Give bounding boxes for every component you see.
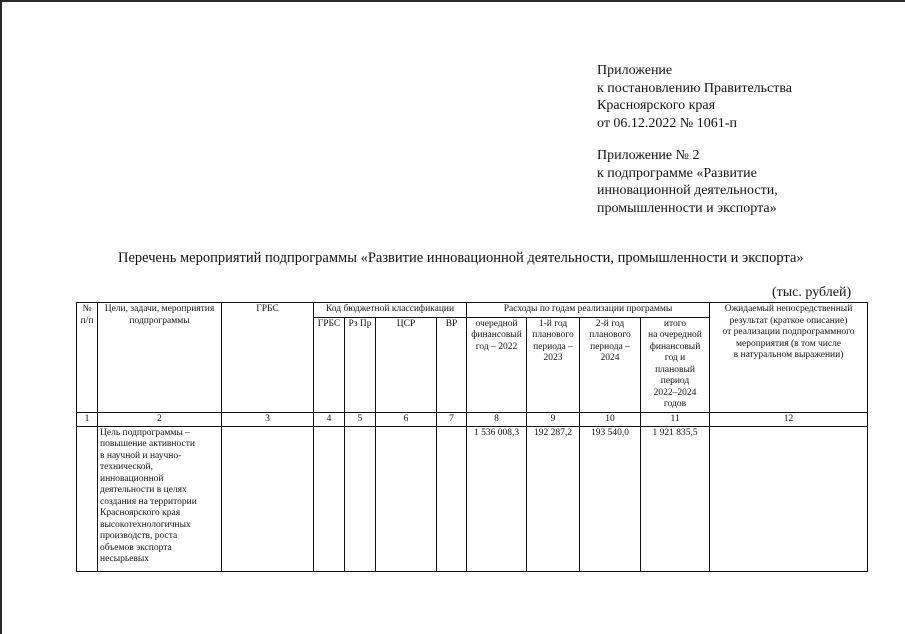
header-total [641, 317, 710, 412]
header-num-line: п/п [80, 315, 94, 326]
header-year-2022 [467, 317, 527, 412]
header-row-1 [77, 303, 868, 318]
row-rz-pr-cell [345, 426, 376, 571]
header-year-2022-line: очередной [475, 318, 518, 329]
header-year-2024 [580, 317, 641, 412]
header-year-2023-line: 2023 [543, 353, 563, 363]
header-total-line: годов [663, 399, 687, 409]
goal-line: несырьевых [100, 554, 150, 564]
column-number: 7 [437, 412, 467, 426]
header-year-2024-line: 2-й год [595, 318, 625, 329]
activities-table [76, 302, 868, 572]
appendix-1-line: от 06.12.2022 № 1061-п [597, 115, 737, 131]
appendix-2-line: промышленности и экспорта» [597, 200, 777, 216]
header-total-line: итого [663, 318, 687, 329]
row-grbs-code-cell [314, 426, 345, 571]
header-year-2024-line: периода – [590, 341, 630, 352]
goal-line: создания на территории [100, 496, 197, 507]
column-number: 4 [314, 412, 345, 426]
header-total-line: период [660, 376, 690, 386]
header-num [77, 303, 98, 413]
goal-line: производств, роста [100, 531, 178, 541]
column-number: 8 [467, 412, 527, 426]
column-number-row [77, 412, 868, 426]
header-expenses: Расходы по годам реализации программы [467, 303, 710, 318]
header-total-line: на очередной [648, 330, 702, 340]
row-total-value: 1 921 835,5 [641, 426, 710, 571]
header-result-line: мероприятия (в том числе [735, 338, 842, 349]
row-2023-value: 192 287,2 [527, 426, 580, 571]
page-edge-top [0, 0, 905, 2]
header-year-2024-line: планового [589, 330, 631, 340]
header-csr: ЦСР [376, 317, 437, 412]
appendix-1-line: Красноярского края [597, 98, 716, 113]
row-2024-value: 193 540,0 [580, 426, 641, 571]
column-number: 5 [345, 412, 376, 426]
column-number: 11 [641, 412, 710, 426]
header-year-2024-line: 2024 [600, 353, 620, 363]
header-total-line: плановый [655, 364, 695, 375]
row-num-cell [77, 426, 98, 571]
row-result-cell [710, 426, 868, 571]
header-year-2023-line: периода – [533, 341, 573, 352]
appendix-2-line: инновационной деятельности, [597, 183, 778, 198]
header-year-2022-line: год – 2022 [475, 341, 518, 352]
header-year-2023-line: планового [532, 330, 574, 340]
column-number: 9 [527, 412, 580, 426]
units-label: (тыс. рублей) [772, 285, 852, 300]
goal-line: высокотехнологичных [100, 519, 191, 530]
document-title: Перечень мероприятий подпрограммы «Развитие инновационной деятельности, промышленности и экспорта» [118, 250, 804, 266]
appendix-1-line: к постановлению Правительства [597, 80, 793, 96]
column-number: 1 [77, 412, 98, 426]
goal-line: объемов экспорта [100, 542, 172, 553]
goal-line: Цель подпрограммы – [100, 427, 190, 438]
header-result-line: результат (краткое описание) [729, 315, 848, 326]
row-grbs-cell [222, 426, 314, 571]
header-year-2023-line: 1-й год [538, 318, 568, 329]
row-csr-cell [376, 426, 437, 571]
table-row [77, 426, 868, 571]
page-edge-left [0, 0, 2, 634]
column-number: 6 [376, 412, 437, 426]
header-total-line: 2022–2024 [653, 387, 697, 398]
goal-line: в научной и научно- [100, 450, 182, 461]
header-goals-line: Цели, задачи, мероприятия [104, 304, 215, 314]
appendix-2-line: к подпрограмме «Развитие [597, 165, 757, 181]
header-goals [98, 303, 222, 413]
header-grbs-code: ГРБС [314, 317, 345, 412]
header-total-line: финансовый [649, 341, 701, 352]
column-number: 10 [580, 412, 641, 426]
header-year-2022-line: финансовый [471, 330, 522, 340]
goal-line: технической, [100, 462, 153, 472]
header-num-line: № [82, 304, 92, 314]
header-result-line: в натуральном выражении) [733, 350, 844, 360]
appendix-block-2 [597, 147, 778, 217]
column-number: 12 [710, 412, 868, 426]
row-goal-cell [98, 426, 222, 571]
goal-line: Красноярского края [100, 508, 181, 518]
header-budget-code: Код бюджетной классификации [314, 303, 467, 318]
column-number: 3 [222, 412, 314, 426]
appendix-1-line: Приложение [597, 63, 673, 78]
header-year-2023 [527, 317, 580, 412]
goal-line: инновационной [100, 473, 164, 484]
header-grbs: ГРБС [222, 303, 314, 413]
appendix-block-1 [597, 62, 792, 132]
header-result [710, 303, 868, 413]
goal-line: повышение активности [100, 439, 195, 449]
goal-line: деятельности в целях [100, 485, 187, 495]
row-2022-value: 1 536 008,3 [467, 426, 527, 571]
column-number: 2 [98, 412, 222, 426]
header-vr: ВР [437, 317, 467, 412]
row-vr-cell [437, 426, 467, 571]
header-total-line: год и [664, 353, 686, 363]
header-rz-pr: Рз Пр [345, 317, 376, 412]
appendix-2-line: Приложение № 2 [597, 148, 700, 163]
header-goals-line: подпрограммы [129, 315, 190, 326]
header-result-line: Ожидаемый непосредственный [724, 304, 853, 314]
header-result-line: от реализации подпрограммного [722, 327, 855, 337]
